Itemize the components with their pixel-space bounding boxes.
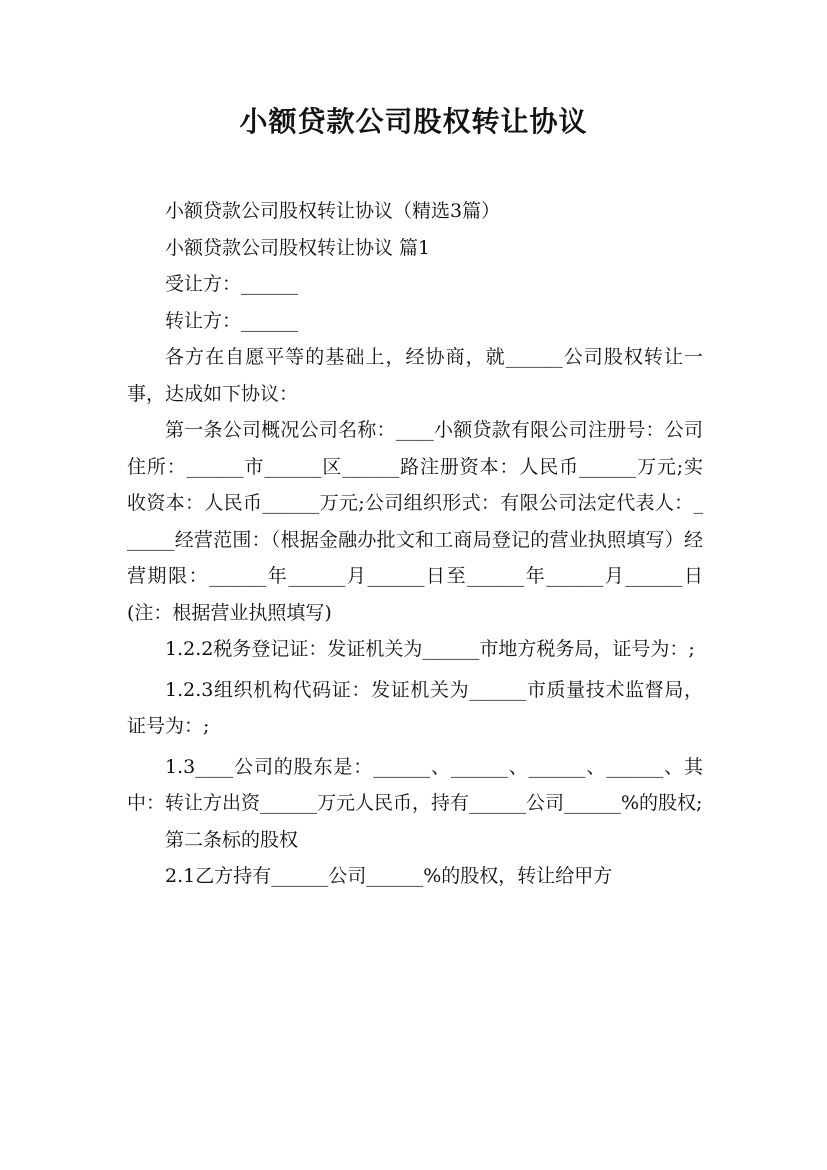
- paragraph-tax-registration: 1.2.2税务登记证：发证机关为______市地方税务局，证号为：;: [165, 638, 695, 660]
- paragraph-section-heading: 小额贷款公司股权转让协议 篇1: [165, 236, 431, 259]
- paragraph-preamble: 各方在自愿平等的基础上，经协商，就______公司股权转让一事，达成如下协议：: [127, 346, 703, 405]
- paragraph-shareholders: 1.3____公司的股东是：______、______、______、______、其中：转让方出资______万元人民币，持有______公司______%的股权;: [127, 755, 703, 814]
- paragraph-subtitle: 小额贷款公司股权转让协议（精选3篇）: [165, 200, 501, 222]
- paragraph-org-code: 1.2.3组织机构代码证：发证机关为______市质量技术监督局，证号为：;: [127, 678, 703, 737]
- document-body: [127, 193, 703, 895]
- paragraph-transferor: 转让方：______: [165, 309, 299, 332]
- paragraph-article-2-heading: 第二条标的股权: [165, 828, 299, 851]
- document-title: 小额贷款公司股权转让协议: [239, 105, 588, 138]
- paragraph-transferee: 受让方：______: [165, 273, 299, 295]
- paragraph-article-1: 第一条公司概况公司名称：____小额贷款有限公司注册号：公司住所：______市______区______路注册资本：人民币______万元;实收资本：人民币______万元;公司组织形式：有限公司法定代表人：______经营范围：（根据金融办批文和工商局登记的营业执照填写）经营期限：______年______月______日至______年______月______日(注：根据营业执照填写): [127, 419, 703, 624]
- paragraph-article-2-1: 2.1乙方持有______公司______%的股权，转让给甲方: [165, 865, 613, 887]
